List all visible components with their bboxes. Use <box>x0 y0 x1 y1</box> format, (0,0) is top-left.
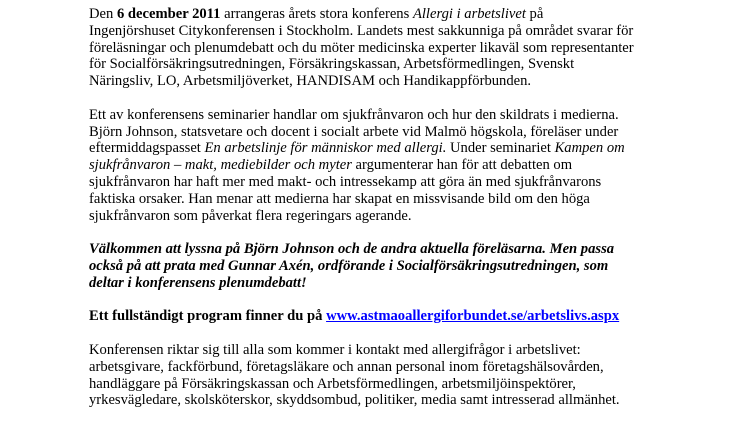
text-line: Näringsliv, LO, Arbetsmiljöverket, HANDISAM och Handikappförbunden. <box>89 73 532 90</box>
event-date: 6 december 2011 <box>116 6 221 22</box>
program-link[interactable]: www.astmaoallergiforbundet.se/arbetslivs.aspx <box>326 308 620 325</box>
press-release-body <box>89 6 729 426</box>
lecture-title: En arbetslinje för människor med allergi. <box>204 140 447 157</box>
text-line: sjukfrånvaron som påverkat flera regeringars agerande. <box>89 207 412 224</box>
text-run: eftermiddagspasset <box>89 140 205 157</box>
text-line: Ett av konferensens seminarier handlar om sjukfrånvaron och hur den skildrats i medierna. <box>89 106 619 123</box>
text-line: för Socialförsäkringsutredningen, Försäkringskassan, Arbetsförmedlingen, Svenskt <box>89 56 575 73</box>
program-paragraph <box>89 308 729 325</box>
text-run: på <box>525 6 544 22</box>
text-line: yrkesvägledare, skolsköterskor, skyddsombud, politiker, media samt intresserad allmänhet. <box>89 392 620 409</box>
text-run: Under seminariet <box>446 140 555 157</box>
conference-title: Allergi i arbetslivet <box>412 6 526 22</box>
text-run: Den <box>89 6 117 22</box>
welcome-paragraph <box>89 241 729 291</box>
text-line: Konferensen riktar sig till alla som kommer i kontakt med allergifrågor i arbetslivet: <box>89 341 581 358</box>
text-run: argumenterar han för att debatten om <box>351 157 573 174</box>
text-line: arbetsgivare, fackförbund, företagsläkare och annan personal inom företagshälsovården, <box>89 358 604 375</box>
program-text: Ett fullständigt program finner du på <box>89 308 327 325</box>
seminar-title-start: Kampen om <box>554 140 625 157</box>
text-line: handläggare på Försäkringskassan och Arbetsförmedlingen, arbetsmiljöinspektörer, <box>89 375 576 392</box>
text-line: sjukfrånvaron har haft mer med makt- och intressekamp att göra än med sjukfrånvarons <box>89 173 602 190</box>
audience-paragraph <box>89 342 729 409</box>
text-line <box>89 6 729 23</box>
seminar-paragraph <box>89 107 729 225</box>
text-line: föreläsningar och plenumdebatt och du möter medicinska experter likaväl som representanter <box>89 39 634 56</box>
text-line <box>89 157 729 174</box>
intro-paragraph <box>89 6 729 90</box>
seminar-title-end: sjukfrånvaron – makt, mediebilder och myter <box>89 157 352 174</box>
text-line: faktiska orsaker. Han menar att medierna har skapat en missvisande bild om den höga <box>89 190 590 207</box>
text-line: också på att prata med Gunnar Axén, ordförande i Socialförsäkringsutredningen, som <box>89 257 609 274</box>
text-line: Ingenjörshuset Citykonferensen i Stockholm. Landets mest sakkunniga på området svarar för <box>89 22 634 39</box>
text-line: Björn Johnson, statsvetare och docent i socialt arbete vid Malmö högskola, föreläser under <box>89 123 619 140</box>
text-run: arrangeras årets stora konferens <box>220 6 413 22</box>
text-line <box>89 140 729 157</box>
text-line <box>89 308 729 325</box>
text-line: Välkommen att lyssna på Björn Johnson och de andra aktuella föreläsarna. Men passa <box>89 241 615 258</box>
text-line: deltar i konferensens plenumdebatt! <box>89 274 307 291</box>
